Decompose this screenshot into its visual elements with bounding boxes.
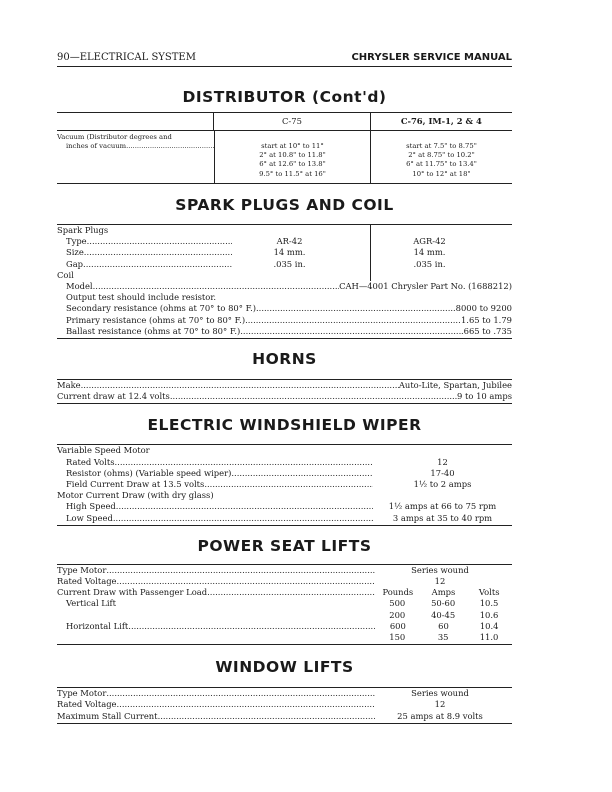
seat-cell: 50-60 (431, 598, 456, 609)
coil-row-value: 8000 to 9200 (455, 303, 512, 314)
seat-row (57, 598, 512, 609)
wiper-label: Low Speed (66, 512, 113, 523)
plug-value-b: .035 in. (413, 258, 446, 269)
wiper-value: 3 amps at 35 to 40 rpm (392, 512, 493, 523)
horn-value: Auto-Lite, Spartan, Jubilee (398, 380, 512, 391)
wiper-row (57, 468, 512, 479)
wiper-row (57, 457, 512, 468)
col-c76-heading: C-76, IM-1, 2 & 4 (370, 113, 512, 130)
window-value: Series wound (411, 688, 469, 699)
window-label: Maximum Stall Current (57, 710, 158, 721)
vacuum-label-line2: inches of vacuum ..... (57, 142, 214, 151)
coil-row-label: Ballast resistance (ohms at 70° to 80° F.) (66, 325, 241, 336)
c75-value: 2° at 10.8" to 11.8" (259, 151, 326, 160)
seat-label: Horizontal Lift (66, 620, 129, 631)
wiper-bottom-rule (57, 525, 512, 526)
wiper-row (57, 513, 512, 524)
seat-cell: 40-45 (431, 609, 456, 620)
horn-label: Current draw at 12.4 volts (57, 391, 170, 402)
seat-cell: 200 (389, 609, 406, 620)
seat-row (57, 587, 512, 598)
seat-bottom-rule (57, 644, 512, 645)
wiper-value: 17-40 (430, 467, 455, 478)
coil-model-value: CAH—4001 Chrysler Part No. (1688212) (339, 281, 512, 292)
plug-value-b: AGR-42 (413, 236, 446, 247)
seat-row (57, 565, 512, 576)
coil-model-label: Model (66, 281, 93, 292)
coil-row-value: .665 to .735 (460, 325, 512, 336)
seat-cell: 60 (438, 620, 449, 631)
spark-bottom-rule (57, 338, 512, 339)
seat-row (57, 621, 512, 632)
header-left: 90—ELECTRICAL SYSTEM (57, 52, 196, 63)
c76-value: 6° at 11.75" to 13.4" (406, 160, 477, 169)
window-title: WINDOW LIFTS (215, 658, 354, 677)
coil-row-label: Secondary resistance (ohms at 70° to 80° F.) (66, 303, 257, 314)
distributor-bottom-rule (57, 183, 512, 184)
vacuum-label-line1: Vacuum (Distributor degrees and (57, 133, 172, 141)
c76-value: 2° at 8.75" to 10.2" (408, 151, 475, 160)
coil-note: Output test should include resistor. (66, 292, 217, 303)
c76-values (370, 131, 512, 183)
c76-value: start at 7.5" to 8.75" (406, 142, 477, 150)
window-bottom-rule (57, 723, 512, 724)
window-row (57, 688, 512, 699)
wiper-label: Field Current Draw at 13.5 volts (66, 479, 205, 490)
distributor-col-header (57, 113, 512, 130)
wiper-block (57, 445, 512, 523)
page-header (57, 52, 512, 66)
c75-value: start at 10° to 11° (261, 142, 324, 150)
horn-row (57, 391, 512, 402)
plug-value-a: .035 in. (273, 258, 306, 269)
header-rule (57, 66, 512, 67)
c76-value: 10° to 12° at 18" (412, 169, 471, 178)
seat-block (57, 565, 512, 643)
seat-cell: 10.4 (479, 620, 499, 631)
horns-bottom-rule (57, 403, 512, 404)
plug-value-a: 14 mm. (273, 247, 306, 258)
plug-value-b: 14 mm. (413, 247, 446, 258)
seat-value: Series wound (411, 564, 469, 575)
seat-cell: 150 (389, 632, 406, 643)
window-row (57, 699, 512, 710)
c75-value: 6° at 12.6" to 13.8" (259, 160, 326, 169)
plug-label: Size (66, 247, 84, 258)
window-row (57, 711, 512, 722)
wiper-label: Resistor (ohms) (Variable speed wiper) (66, 467, 232, 478)
wiper-title: ELECTRIC WINDSHIELD WIPER (147, 416, 422, 435)
coil-row-value: 1.65 to 1.79 (460, 314, 512, 325)
spark-plugs-heading: Spark Plugs (57, 225, 109, 235)
coil-row (57, 315, 512, 326)
seat-label: Rated Voltage (57, 576, 117, 587)
wiper-heading: Motor Current Draw (with dry glass) (57, 490, 214, 501)
coil-row-label: Primary resistance (ohms at 70° to 80° F.) (66, 314, 246, 325)
seat-col-heading: Volts (478, 587, 500, 598)
plug-value-a: AR-42 (276, 236, 303, 247)
coil-row (57, 326, 512, 337)
window-value: 25 amps at 8.9 volts (397, 710, 483, 721)
distributor-title: DISTRIBUTOR (Cont'd) (182, 88, 387, 106)
horn-value: 9 to 10 amps (457, 391, 512, 402)
seat-cell: 10.5 (479, 598, 499, 609)
horn-label: Make (57, 380, 81, 391)
coil-model-row (57, 281, 512, 292)
seat-row (57, 576, 512, 587)
window-block (57, 688, 512, 722)
wiper-row (57, 479, 512, 490)
window-value: 12 (434, 699, 446, 710)
plug-row (57, 259, 512, 270)
seat-title: POWER SEAT LIFTS (197, 536, 372, 555)
col-c75-heading: C-75 (213, 113, 369, 130)
seat-value: 12 (434, 576, 446, 587)
coil-heading: Coil (57, 269, 74, 280)
seat-cell: 600 (389, 620, 406, 631)
seat-row (57, 632, 512, 643)
vacuum-label (57, 131, 214, 183)
plug-label: Type (66, 236, 87, 247)
c75-value: 9.5° to 11.5° at 16" (259, 169, 326, 178)
manual-page (57, 52, 512, 724)
coil-row (57, 303, 512, 314)
wiper-heading: Variable Speed Motor (57, 445, 150, 456)
horns-block (57, 380, 512, 402)
seat-row (57, 610, 512, 621)
seat-cell: 35 (437, 632, 449, 643)
seat-label: Type Motor (57, 564, 107, 575)
plug-row (57, 236, 512, 247)
seat-label: Current Draw with Passenger Load (57, 587, 208, 598)
spark-plugs-block (57, 225, 512, 337)
c75-values (214, 131, 370, 183)
seat-cell: 11.0 (479, 632, 499, 643)
window-label: Rated Voltage (57, 699, 117, 710)
wiper-label: Rated Volts (66, 456, 115, 467)
seat-cell: 10.6 (479, 609, 499, 620)
distributor-body (57, 131, 512, 183)
header-right: CHRYSLER SERVICE MANUAL (351, 52, 512, 63)
seat-col-heading: Amps (431, 587, 456, 598)
wiper-value: 1½ amps at 66 to 75 rpm (388, 501, 497, 512)
seat-cell: 500 (389, 598, 406, 609)
wiper-label: High Speed (66, 501, 116, 512)
wiper-value: 12 (437, 456, 448, 467)
horn-row (57, 380, 512, 391)
plug-row (57, 247, 512, 258)
window-label: Type Motor (57, 688, 107, 699)
spark-title: SPARK PLUGS AND COIL (175, 196, 394, 214)
spark-divider (370, 225, 371, 281)
wiper-row (57, 501, 512, 512)
plug-label: Gap (66, 258, 84, 269)
seat-label: Vertical Lift (66, 598, 117, 609)
wiper-value: 1½ to 2 amps (413, 479, 472, 490)
horns-title: HORNS (252, 350, 317, 369)
seat-col-heading: Pounds (382, 587, 414, 598)
